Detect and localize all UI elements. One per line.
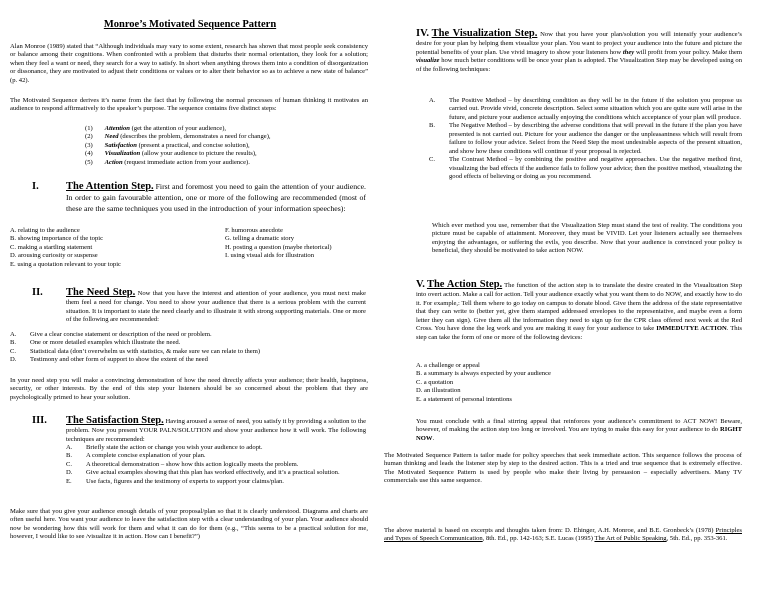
- list-item: A. The Positive Method – by describing condition as they will be in the future if the solution you propose us carried out. Provide vivid, concrete description. Select some situation which you are quite sure will arise in the future, and picture your audience actually enjoying the conditions which acceptance of your plan will produce.: [429, 97, 742, 121]
- action-paragraph: V. The Action Step. The function of the action step is to translate the desire created in the Visualization Step into overt action. Make a call for action. Tell your audience exactly what you want them to do NOW, and exactly how to do it. For example,: Tell them where to go today on campus to donate blood. Give them the address of the state representative that they can write to (better yet, give them stamped addressed envelopes to the representative, and maybe even a form letter they can sign). Give them all the information they need to sign up for the CPR class offered next week at the Red Cross. You have done the leg work and you are making it easy for your audience to take IMMEDUTYE ACTION. This step can take the form of one or more of the following devices:: [416, 279, 742, 341]
- visualization-paragraph: IV. The Visualization Step. Now that you have your plan/solution you will intensify your audience’s desire for your plan by helping them visualize your plan. You want to project your audience into the future and picture the potential benefits of your plan. Use vivid imagery to show your listeners how they will profit from your policy. Make them visualize how much better conditions will be once your plan is adopted. The Visualization Step may be developed using on of the following techniques:: [416, 28, 743, 73]
- list-item: D. Testimony and other form of support to show the extent of the need: [10, 356, 208, 364]
- list-item: C. A theoretical demonstration – show how this action logically meets the problem.: [66, 460, 299, 468]
- satisfaction-heading: The Satisfaction Step.: [66, 415, 164, 426]
- section-numeral-visualization: IV.: [416, 28, 429, 39]
- step-item: (3) Satisfaction (present a practical, and concise solution),: [85, 141, 250, 149]
- source-paragraph: The above material is based on excerpts and thoughts taken from: D. Ehinger, A.H. Monroe, and B.E. Gronbeck’s (1978) Principles and Types of Speech Communication, 8th. Ed., pp. 142-163; S.E. Lucas (1995) The Art of Public Speaking, 5th. Ed., pp. 353-361.: [384, 527, 742, 543]
- action-list: [416, 362, 742, 404]
- list-item: G. telling a dramatic story: [225, 235, 295, 243]
- summary-paragraph: The Motivated Sequence Pattern is tailor made for policy speeches that seek immediate action. This sequence follows the process of human thinking and leads the listener step by step to the desired action. This is a tried and true sequence that is extremely effective. The Motivated Sequence Pattern is used by people who make their living by persuasion – especially advertisers. Many TV commercials use this same sequence.: [384, 452, 742, 485]
- step-item: (4) Visualization (allow your audience to picture the results),: [85, 150, 257, 158]
- list-item: A. relating to the audience: [10, 227, 80, 234]
- list-item: I. using visual aids for illustration: [225, 252, 315, 260]
- list-item: B. One or more detailed examples which illustrate the need.: [10, 339, 181, 347]
- visualization-list: [429, 97, 742, 181]
- attention-heading: The Attention Step.: [66, 181, 154, 192]
- section-numeral-attention: I.: [32, 181, 39, 192]
- satisfaction-after-paragraph: Make sure that you give your audience enough details of your proposal/plan so that it is clearly understood. Diagrams and charts are often useful here. You want your audience to leave the satisfaction step with a clear understanding of your plan. Your audience should now be wondering how this will work for them and what it can do for them (e.g., “This seems to be a practical solution for me, however, I would like to see /visualize it in action. How can I benefit?”): [10, 508, 368, 541]
- list-item: B. a summary is always expected by your audience: [416, 370, 551, 378]
- list-item: D. arousing curiosity or suspense: [10, 252, 98, 260]
- need-paragraph: The Need Step. Now that you have the interest and attention of your audience, you must next make them feel a need for change. You need to show your audience that there is a serious problem with the current situation. It is important to state the need clearly and to illustrate it with strong supporting materials. One or more of the following are recommended:: [66, 287, 366, 324]
- step-item: (1) Attention (get the attention of your audience),: [85, 125, 227, 132]
- need-list: [10, 331, 368, 365]
- action-heading: The Action Step.: [426, 279, 503, 290]
- attention-paragraph: The Attention Step. First and foremost you need to gain the attention of your audience. In order to gain favourable attention, one or more of the following are recommended (most of these are the same techniques you used in the introduction of your information speeches):: [66, 181, 366, 213]
- steps-list: [85, 125, 365, 167]
- list-item: C. making a startling statement: [10, 243, 93, 251]
- step-item: (2) Need (describes the problem, demonstrates a need for change),: [85, 133, 271, 141]
- page-title: Monroe’s Motivated Sequence Pattern: [103, 19, 277, 30]
- attention-list-right: [225, 227, 370, 261]
- list-item: C. a quotation: [416, 378, 454, 386]
- list-item: B. A complete concise explanation of your plan.: [66, 452, 206, 460]
- list-item: E. a statement of personal intentions: [416, 395, 512, 403]
- list-item: H. posting a question (maybe rhetorical): [225, 243, 332, 251]
- list-item: F. humorous anecdote: [225, 227, 283, 234]
- list-item: A. Briefly state the action or change you wish your audience to adopt.: [66, 444, 263, 451]
- section-numeral-satisfaction: III.: [32, 415, 47, 426]
- section-numeral-action: V.: [416, 279, 425, 290]
- visualization-after-paragraph: Which ever method you use, remember that the Visualization Step must stand the test of reality. The conditions you picture must be capable of attainment. Moreover, they must be VIVID. Let your listeners actually see themselves enjoying the advantages, or suffering the evils, you describe. Now that your audience is convinced your policy is beneficial, they should be motivated to take action NOW.: [432, 222, 742, 255]
- need-heading: The Need Step.: [66, 287, 136, 298]
- list-item: C. The Contrast Method – by combining the positive and negative approaches. Use the negative method first, visualizing the bad effects if the audience fails to follow your advice; then the positive method, visualizing the good effects of believing or doing as you recommend.: [429, 156, 742, 180]
- action-after-paragraph: You must conclude with a final stirring appeal that reinforces your audience’s commitment to ACT NOW! Beware, however, of making the action step too long or involved. You are trying to make this easy for your audience to do RIGHT NOW.: [416, 418, 743, 442]
- intro-paragraph: Alan Monroe (1989) stated that “Although individuals may vary to some extent, research has shown that most people seek consistency or balance among their cognitions. When confronted with a problem that disturbs their normal orientation, they look for a solution; when they feel a want or need, they search for a way to satisfy. In short when anything throws them into a condition of disorganization or dissonance, they are motivated to adjust their conditions or values or to alter their behavior so as to achieve a new state of balance” (p. 42).: [10, 43, 368, 84]
- list-item: D. an illustration: [416, 387, 461, 395]
- satisfaction-paragraph: The Satisfaction Step. Having aroused a sense of need, you satisfy it by providing a solution to the problem. Now you present YOUR PALN/SOLUTION and show your audience how it will work. The following techniques are recommended:: [66, 415, 366, 443]
- visualization-heading: The Visualization Step.: [431, 28, 538, 39]
- attention-list-left: [10, 227, 210, 269]
- list-item: E. using a quotation relevant to your topic: [10, 260, 121, 268]
- section-numeral-need: II.: [32, 287, 43, 298]
- list-item: C. Statistical data (don’t overwhelm us with statistics, & make sure we can relate to them): [10, 347, 261, 355]
- list-item: B. showing importance of the topic: [10, 235, 104, 243]
- list-item: A. Give a clear concise statement or description of the need or problem.: [10, 331, 212, 338]
- satisfaction-list: [66, 444, 366, 486]
- list-item: E. Use facts, figures and the testimony of experts to support your claims/plan.: [66, 477, 284, 485]
- list-item: B. The Negative Method – by describing the adverse conditions that will prevail in the future if the plan you have presented is not carried out. Picture for your audience the danger or the unpleasantness which will result from failure to follow your advice. Select from the Need Step the most undesirable aspects of the present situation, and show how these conditions will continue if your proposal is rejected.: [429, 122, 742, 155]
- list-item: A. a challenge or appeal: [416, 362, 480, 369]
- need-after-paragraph: In your need step you will make a convincing demonstration of how the need directly affects your audience; their health, happiness, security, or other interests. By the end of this step your listeners should be so concerned about the problem that they are psychologically primed to hear your solution.: [10, 377, 368, 401]
- step-item: (5) Action (request immediate action from your audience).: [85, 158, 250, 166]
- list-item: D. Give actual examples showing that this plan has worked effectively, and it’s a practical solution.: [66, 469, 340, 477]
- derives-paragraph: The Motivated Sequence derives it’s name from the fact that by following the normal processes of human thinking it motivates an audience to respond affirmatively to the speaker’s purpose. The sequence contains five distinct steps:: [10, 97, 368, 113]
